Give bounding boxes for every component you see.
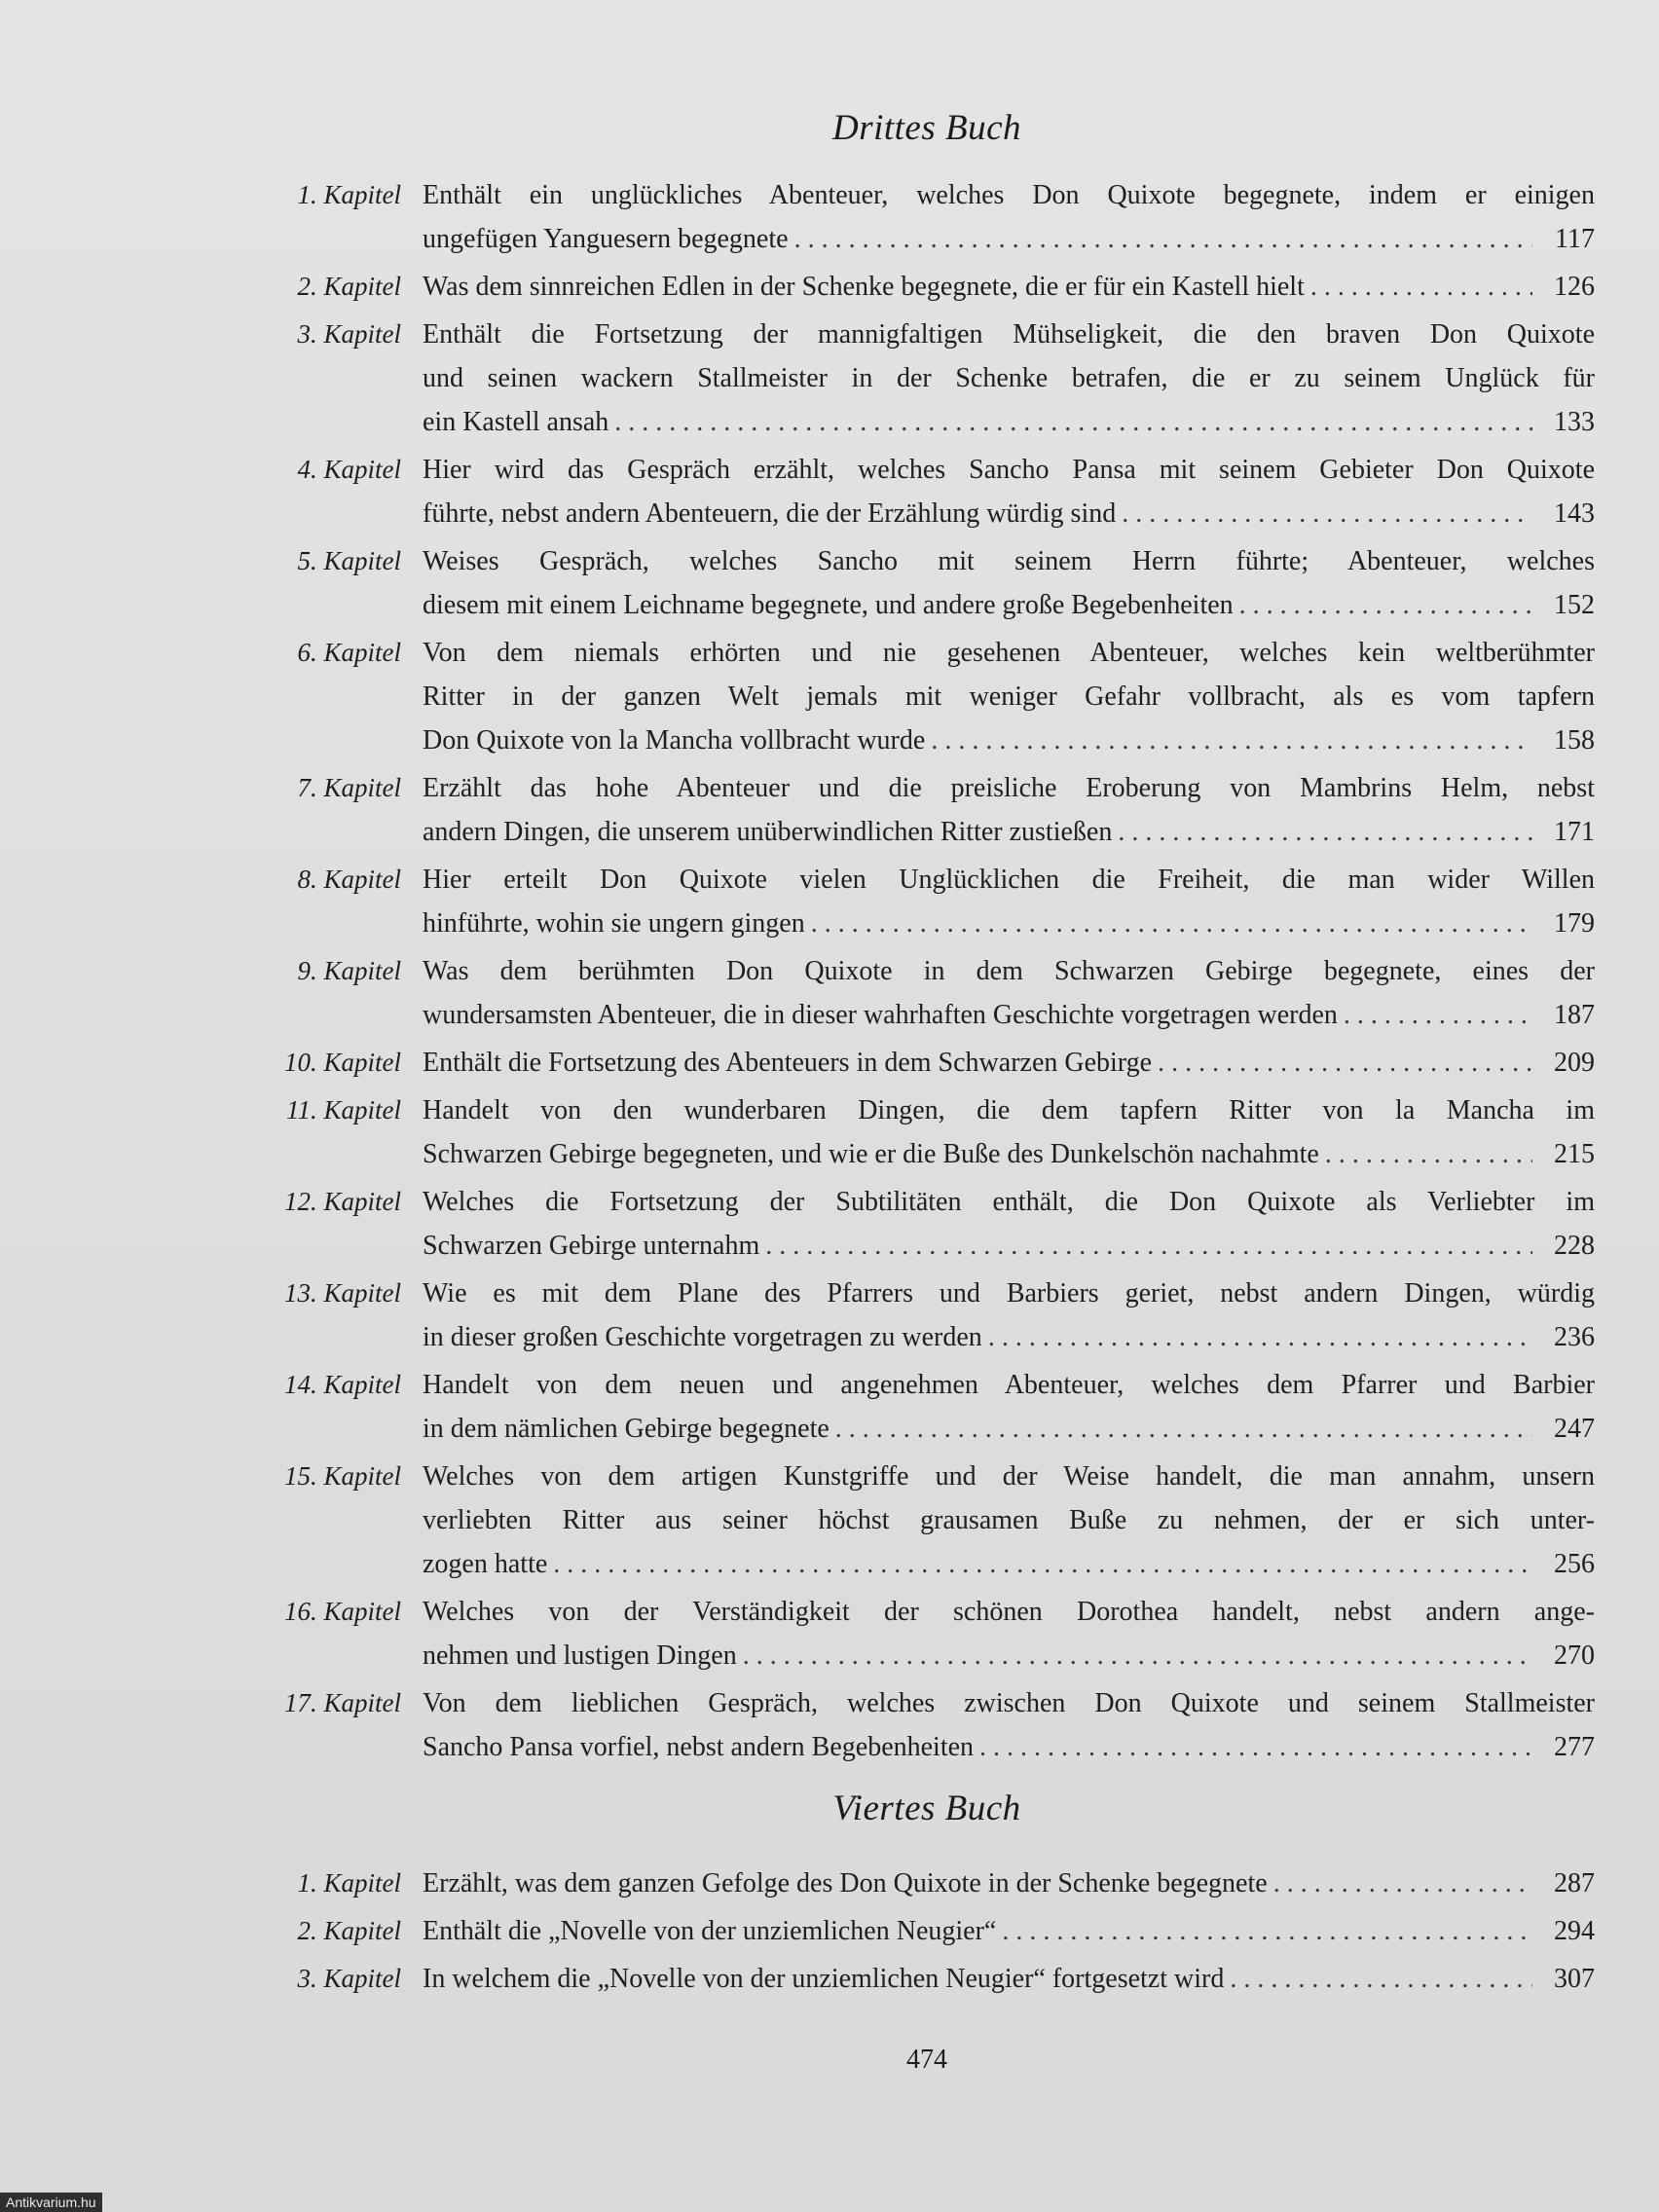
description-line (423, 1542, 1595, 1586)
watermark-label: Antikvarium.hu (0, 2193, 102, 2212)
toc-entry (0, 1862, 1659, 1905)
description-line (423, 1909, 1595, 1953)
description-line (423, 1132, 1595, 1176)
description-text: ungefügen Yanguesern begegnete (423, 224, 789, 254)
toc-entry (0, 1180, 1659, 1268)
description-line: Wie es mit dem Plane des Pfarrers und Barbiers geriet, nebst andern Dingen, würdig (423, 1278, 1595, 1309)
description-text: zogen hatte (423, 1549, 548, 1579)
dot-leader (811, 902, 1532, 945)
page-ref: 152 (1554, 590, 1595, 620)
description-line: Welches von dem artigen Kunstgriffe und der Weise handelt, die man annahm, unsern (423, 1461, 1595, 1492)
dot-leader (1325, 1132, 1532, 1176)
chapter-label: 14. Kapitel (284, 1370, 401, 1399)
description-text: diesem mit einem Leichname begegnete, und andere große Begebenheiten (423, 590, 1234, 620)
description-line (423, 1957, 1595, 2001)
chapter-label: 11. Kapitel (286, 1095, 401, 1124)
description-line (423, 400, 1595, 444)
toc-entry (0, 1272, 1659, 1359)
description-text: Sancho Pansa vorfiel, nebst andern Begebenheiten (423, 1732, 975, 1762)
dot-leader (743, 1634, 1532, 1677)
description-text: Don Quixote von la Mancha vollbracht wurde (423, 725, 926, 756)
description-text: andern Dingen, die unserem unüberwindlichen Ritter zustießen (423, 817, 1113, 847)
dot-leader (1239, 583, 1532, 627)
chapter-description (423, 1180, 1595, 1268)
chapter-label: 8. Kapitel (297, 865, 401, 894)
chapter-description (423, 1862, 1595, 1905)
dot-leader (614, 400, 1532, 444)
description-text: führte, nebst andern Abenteuern, die der Erzählung würdig sind (423, 498, 1117, 529)
toc-entry (0, 173, 1659, 261)
chapter-label: 2. Kapitel (297, 272, 401, 301)
chapter-label: 16. Kapitel (284, 1597, 401, 1626)
page-ref: 143 (1554, 498, 1595, 529)
chapter-description (423, 448, 1595, 535)
description-text: Was dem sinnreichen Edlen in der Schenke begegnete, die er für ein Kastell hielt (423, 272, 1305, 302)
description-line: Ritter in der ganzen Welt jemals mit weniger Gefahr vollbracht, als es vom tapfern (423, 682, 1595, 712)
description-line (423, 1224, 1595, 1268)
chapter-description (423, 1272, 1595, 1359)
toc-entry (0, 766, 1659, 854)
description-line (423, 1315, 1595, 1359)
description-line (423, 1862, 1595, 1905)
chapter-description (423, 539, 1595, 627)
description-text: Erzählt, was dem ganzen Gefolge des Don Quixote in der Schenke begegnete (423, 1868, 1268, 1899)
toc-entry (0, 1681, 1659, 1769)
description-text: wundersamsten Abenteuer, die in dieser wahrhaften Geschichte vorgetragen werden (423, 1000, 1338, 1030)
toc-entry (0, 631, 1659, 762)
chapter-label: 6. Kapitel (297, 638, 401, 667)
dot-leader (1002, 1909, 1532, 1953)
description-text: Enthält die „Novelle von der unziemlichen Neugier“ (423, 1916, 997, 1946)
page-ref: 187 (1554, 1000, 1595, 1030)
description-line: verliebten Ritter aus seiner höchst grausamen Buße zu nehmen, der er sich unter- (423, 1505, 1595, 1535)
book-four-heading: Viertes Buch (832, 1788, 1021, 1828)
chapter-label: 10. Kapitel (284, 1048, 401, 1077)
chapter-description (423, 1681, 1595, 1769)
page-ref: 179 (1554, 908, 1595, 939)
toc-entry (0, 1088, 1659, 1176)
description-line: Hier erteilt Don Quixote vielen Unglücklichen die Freiheit, die man wider Willen (423, 865, 1595, 895)
chapter-description (423, 1909, 1595, 1953)
description-line (423, 810, 1595, 854)
page-number: 474 (906, 2045, 947, 2075)
description-text: Schwarzen Gebirge begegneten, und wie er die Buße des Dunkelschön nachahmte (423, 1139, 1319, 1169)
chapter-description (423, 949, 1595, 1037)
chapter-label: 17. Kapitel (284, 1688, 401, 1717)
description-text: hinführte, wohin sie ungern gingen (423, 908, 805, 939)
chapter-label: 1. Kapitel (297, 1868, 401, 1898)
page-ref: 307 (1554, 1964, 1595, 1994)
description-line: Hier wird das Gespräch erzählt, welches Sancho Pansa mit seinem Gebieter Don Quixote (423, 455, 1595, 485)
chapter-description (423, 858, 1595, 945)
dot-leader (1158, 1041, 1532, 1085)
description-line: Enthält die Fortsetzung der mannigfaltigen Mühseligkeit, die den braven Don Quixote (423, 319, 1595, 350)
chapter-label: 1. Kapitel (297, 180, 401, 209)
toc-entry (0, 313, 1659, 444)
dot-leader (553, 1542, 1532, 1586)
toc-entry (0, 1363, 1659, 1451)
chapter-description (423, 265, 1595, 309)
description-text: in dieser großen Geschichte vorgetragen zu werden (423, 1322, 982, 1352)
toc-entry (0, 1041, 1659, 1085)
dot-leader (835, 1407, 1532, 1451)
dot-leader (765, 1224, 1532, 1268)
description-line: Handelt von dem neuen und angenehmen Abenteuer, welches dem Pfarrer und Barbier (423, 1370, 1595, 1400)
page-ref: 228 (1554, 1231, 1595, 1261)
chapter-description (423, 1363, 1595, 1451)
description-line (423, 1725, 1595, 1769)
description-line: Von dem lieblichen Gespräch, welches zwischen Don Quixote und seinem Stallmeister (423, 1688, 1595, 1718)
description-line: Was dem berühmten Don Quixote in dem Schwarzen Gebirge begegnete, eines der (423, 956, 1595, 986)
page-ref: 287 (1554, 1868, 1595, 1899)
toc-entry (0, 448, 1659, 535)
chapter-label: 4. Kapitel (297, 455, 401, 484)
chapter-label: 5. Kapitel (297, 546, 401, 575)
book-three-heading: Drittes Buch (831, 108, 1022, 148)
chapter-label: 12. Kapitel (284, 1187, 401, 1216)
description-line: Handelt von den wunderbaren Dingen, die dem tapfern Ritter von la Mancha im (423, 1095, 1595, 1125)
page-ref: 133 (1554, 407, 1595, 437)
dot-leader (794, 217, 1532, 261)
chapter-label: 3. Kapitel (297, 1964, 401, 1993)
chapter-description (423, 1455, 1595, 1586)
description-text: nehmen und lustigen Dingen (423, 1641, 737, 1671)
page-ref: 209 (1554, 1048, 1595, 1078)
page-ref: 158 (1554, 725, 1595, 756)
dot-leader (988, 1315, 1532, 1359)
dot-leader (931, 719, 1532, 762)
chapter-label: 2. Kapitel (297, 1916, 401, 1945)
dot-leader (1118, 810, 1532, 854)
toc-entry (0, 539, 1659, 627)
description-line (423, 719, 1595, 762)
chapter-description (423, 766, 1595, 854)
page-ref: 215 (1554, 1139, 1595, 1169)
chapter-description (423, 313, 1595, 444)
description-line: Welches die Fortsetzung der Subtilitäten enthält, die Don Quixote als Verliebter im (423, 1187, 1595, 1217)
description-line: Enthält ein unglückliches Abenteuer, welches Don Quixote begegnete, indem er einigen (423, 180, 1595, 210)
description-line (423, 583, 1595, 627)
chapter-description (423, 631, 1595, 762)
toc-entry (0, 1590, 1659, 1677)
toc-entry (0, 858, 1659, 945)
description-line (423, 1041, 1595, 1085)
page-ref: 294 (1554, 1916, 1595, 1946)
toc-entry (0, 1455, 1659, 1586)
description-line (423, 217, 1595, 261)
page-ref: 236 (1554, 1322, 1595, 1352)
toc-entry (0, 265, 1659, 309)
page-ref: 247 (1554, 1414, 1595, 1444)
toc-entry (0, 1957, 1659, 2001)
chapter-description (423, 1590, 1595, 1677)
book-four-toc (0, 1862, 1659, 2005)
description-line (423, 1407, 1595, 1451)
chapter-description (423, 173, 1595, 261)
chapter-label: 7. Kapitel (297, 773, 401, 802)
description-text: Schwarzen Gebirge unternahm (423, 1231, 760, 1261)
page-ref: 126 (1554, 272, 1595, 302)
description-line: Von dem niemals erhörten und nie gesehenen Abenteuer, welches kein weltberühmter (423, 638, 1595, 668)
dot-leader (1230, 1957, 1532, 2001)
chapter-description (423, 1088, 1595, 1176)
description-line (423, 1634, 1595, 1677)
description-line: Erzählt das hohe Abenteuer und die preisliche Eroberung von Mambrins Helm, nebst (423, 773, 1595, 803)
description-text: ein Kastell ansah (423, 407, 609, 437)
description-line (423, 492, 1595, 535)
description-line (423, 265, 1595, 309)
toc-entry (0, 949, 1659, 1037)
page-ref: 117 (1555, 224, 1595, 254)
description-line: Welches von der Verständigkeit der schönen Dorothea handelt, nebst andern ange- (423, 1597, 1595, 1627)
page-ref: 256 (1554, 1549, 1595, 1579)
toc-entry (0, 1909, 1659, 1953)
description-line (423, 993, 1595, 1037)
chapter-label: 15. Kapitel (284, 1461, 401, 1491)
description-line (423, 902, 1595, 945)
dot-leader (1122, 492, 1532, 535)
dot-leader (1273, 1862, 1532, 1905)
dot-leader (1344, 993, 1532, 1037)
description-text: Enthält die Fortsetzung des Abenteuers in dem Schwarzen Gebirge (423, 1048, 1153, 1078)
dot-leader (979, 1725, 1532, 1769)
chapter-label: 9. Kapitel (297, 956, 401, 985)
description-line: und seinen wackern Stallmeister in der Schenke betrafen, die er zu seinem Unglück für (423, 363, 1595, 393)
page-ref: 270 (1554, 1641, 1595, 1671)
dot-leader (1310, 265, 1532, 309)
page-ref: 171 (1554, 817, 1595, 847)
description-text: in dem nämlichen Gebirge begegnete (423, 1414, 830, 1444)
description-text: In welchem die „Novelle von der unziemlichen Neugier“ fortgesetzt wird (423, 1964, 1225, 1994)
description-line: Weises Gespräch, welches Sancho mit seinem Herrn führte; Abenteuer, welches (423, 546, 1595, 576)
chapter-description (423, 1957, 1595, 2001)
chapter-label: 13. Kapitel (284, 1278, 401, 1308)
chapter-description (423, 1041, 1595, 1085)
book-three-toc (0, 173, 1659, 1773)
chapter-label: 3. Kapitel (297, 319, 401, 349)
page-ref: 277 (1554, 1732, 1595, 1762)
